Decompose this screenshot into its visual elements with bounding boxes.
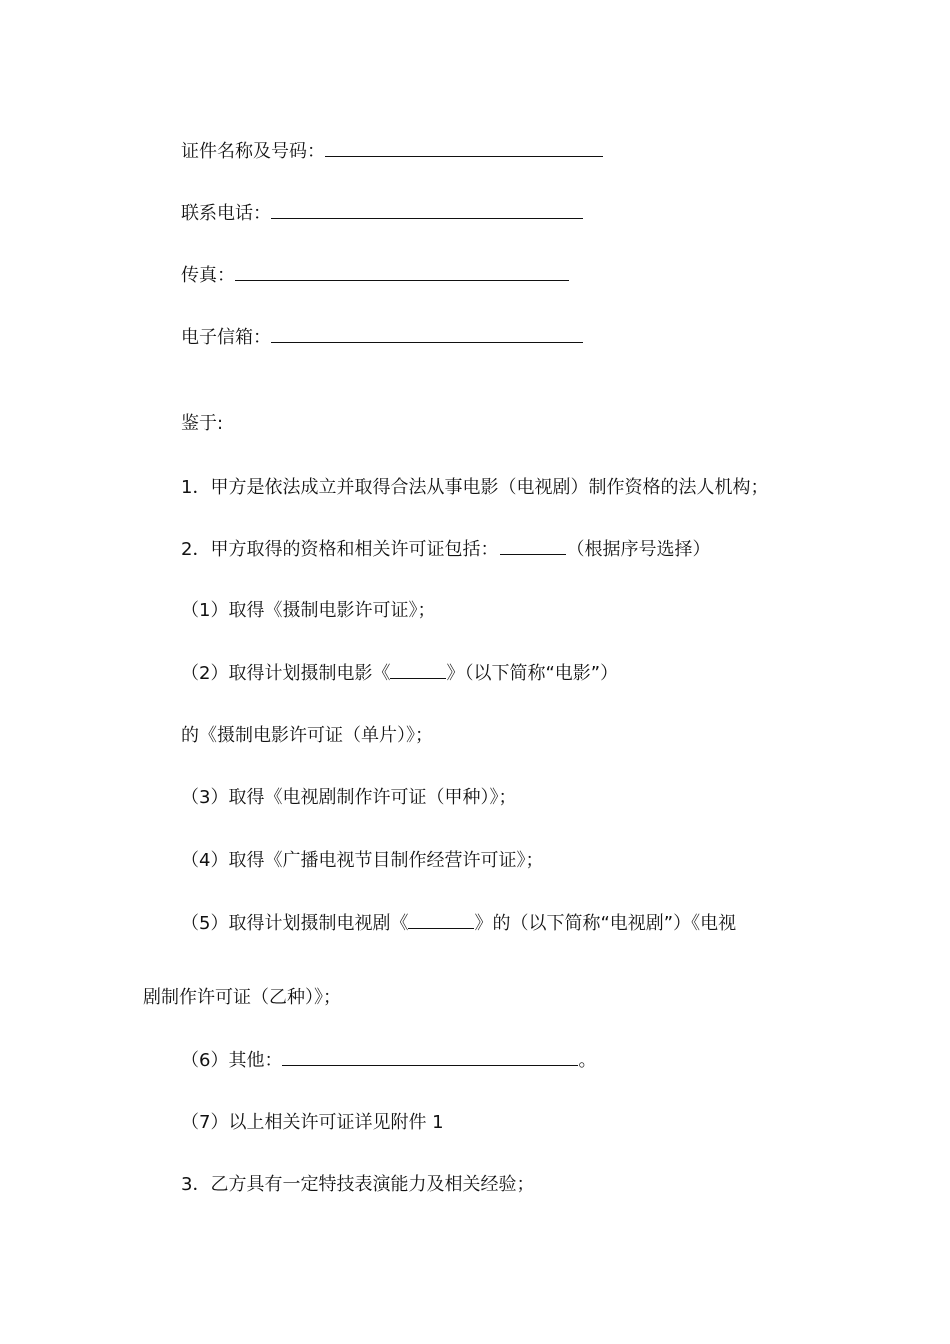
email-field — [181, 324, 583, 351]
sub-item-1: （1）取得《摄制电影许可证》； — [181, 600, 436, 621]
sub2-suffix: 》（以下简称“电影”） — [446, 663, 619, 684]
sub6-prefix: （6）其他： — [181, 1050, 283, 1071]
item2-suffix: （根据序号选择） — [566, 539, 711, 560]
recital-item-1: 1．甲方是依法成立并取得合法从事电影（电视剧）制作资格的法人机构； — [181, 477, 769, 498]
recitals-heading: 鉴于: — [181, 413, 224, 434]
phone-field — [181, 200, 583, 227]
recital-item-2 — [181, 536, 710, 563]
sub5-prefix: （5）取得计划摄制电视剧《 — [181, 913, 409, 934]
id-blank[interactable] — [325, 138, 603, 157]
sub6-suffix: 。 — [578, 1050, 597, 1071]
other-blank[interactable] — [282, 1047, 578, 1066]
id-field — [181, 138, 603, 165]
tv-title-blank[interactable] — [408, 910, 474, 929]
sub-item-5 — [181, 910, 736, 937]
sub-item-6 — [181, 1047, 596, 1074]
sub-item-2 — [181, 660, 618, 687]
sub-item-5-continued: 剧制作许可证（乙种）》； — [143, 987, 341, 1008]
film-title-blank[interactable] — [390, 660, 446, 679]
sub2-prefix: （2）取得计划摄制电影《 — [181, 663, 391, 684]
sub-item-2-continued: 的《摄制电影许可证（单片）》； — [181, 725, 433, 746]
email-label: 电子信箱： — [181, 327, 271, 348]
phone-blank[interactable] — [271, 200, 583, 219]
phone-label: 联系电话： — [181, 203, 271, 224]
id-label: 证件名称及号码： — [181, 141, 325, 162]
item2-blank[interactable] — [500, 536, 566, 555]
sub-item-7: （7）以上相关许可证详见附件 1 — [181, 1112, 444, 1133]
recital-item-3: 3．乙方具有一定特技表演能力及相关经验； — [181, 1174, 535, 1195]
fax-blank[interactable] — [235, 262, 569, 281]
sub-item-3: （3）取得《电视剧制作许可证（甲种）》； — [181, 787, 517, 808]
fax-label: 传真： — [181, 265, 235, 286]
fax-field — [181, 262, 569, 289]
sub-item-4: （4）取得《广播电视节目制作经营许可证》； — [181, 850, 544, 871]
item2-prefix: 2．甲方取得的资格和相关许可证包括： — [181, 539, 499, 560]
email-blank[interactable] — [271, 324, 583, 343]
sub5-suffix: 》的（以下简称“电视剧”）《电视 — [474, 913, 737, 934]
